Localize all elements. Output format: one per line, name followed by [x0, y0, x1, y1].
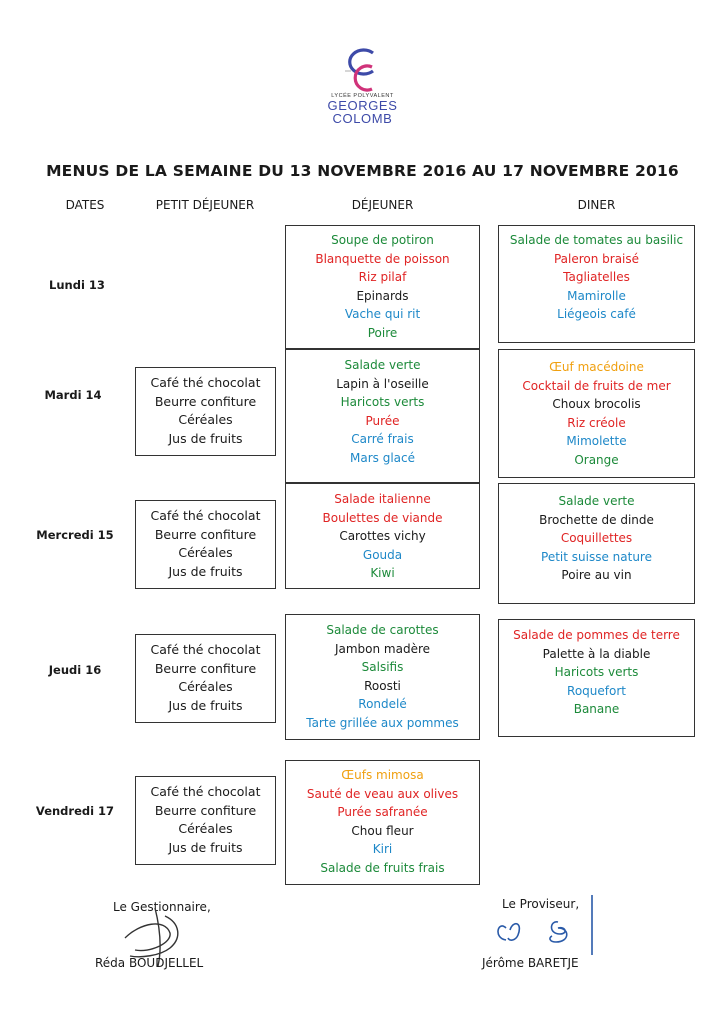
menu-item: Riz créole: [567, 415, 626, 430]
menu-item: Petit suisse nature: [541, 549, 652, 564]
breakfast-box: [135, 500, 276, 589]
menu-item: Mars glacé: [350, 450, 415, 465]
signature-right-scribble: [488, 890, 598, 960]
page-title: MENUS DE LA SEMAINE DU 13 NOVEMBRE 2016 AU 17 NOVEMBRE 2016: [46, 162, 679, 180]
menu-item: Carottes vichy: [339, 529, 426, 543]
breakfast-item: Jus de fruits: [168, 839, 243, 855]
breakfast-item: Café thé chocolat: [150, 642, 261, 657]
breakfast-item: Café thé chocolat: [150, 508, 261, 523]
menu-item: Gouda: [362, 547, 403, 562]
breakfast-box: [135, 776, 276, 865]
menu-item: Cocktail de fruits de mer: [522, 378, 671, 393]
menu-item: Salade de tomates au basilic: [509, 233, 684, 247]
school-logo-emblem: [343, 45, 383, 95]
menu-item: Salade de pommes de terre: [513, 628, 680, 642]
signature-left-name: Réda BOUDJELLEL: [95, 956, 204, 970]
dinner-box: [498, 349, 695, 478]
menu-item: Chou fleur: [351, 823, 414, 838]
day-label-vendredi: Vendredi 17: [35, 804, 115, 818]
menu-item: Epinards: [356, 288, 409, 303]
breakfast-item: Jus de fruits: [168, 430, 243, 446]
menu-item: Liégeois café: [557, 307, 636, 321]
menu-item: Roosti: [364, 678, 401, 693]
breakfast-item: Beurre confiture: [154, 660, 257, 676]
menu-item: Salade verte: [558, 494, 635, 508]
menu-item: Carré frais: [351, 432, 414, 446]
signature-right-name: Jérôme BARETJE: [482, 956, 579, 970]
menu-item: Purée: [365, 413, 400, 428]
menu-item: Soupe de potiron: [331, 233, 434, 247]
dinner-box: [498, 619, 695, 737]
menu-item: Haricots verts: [340, 395, 425, 409]
menu-item: Salsifis: [361, 660, 404, 674]
header-dates: DATES: [65, 198, 105, 212]
lunch-box: [285, 614, 480, 740]
menu-item: Lapin à l'oseille: [336, 376, 429, 391]
menu-item: Salade verte: [344, 358, 421, 372]
header-petit-dejeuner: PETIT DÉJEUNER: [155, 198, 255, 212]
menu-item: Salade de carottes: [326, 623, 439, 637]
menu-item: Coquillettes: [560, 531, 633, 545]
breakfast-item: Café thé chocolat: [150, 375, 261, 390]
breakfast-box: [135, 367, 276, 456]
menu-item: Sauté de veau aux olives: [306, 786, 459, 801]
breakfast-item: Jus de fruits: [168, 563, 243, 579]
menu-item: Purée safranée: [337, 805, 428, 819]
school-logo: [300, 45, 425, 145]
school-name-line2: COLOMB: [332, 111, 393, 126]
lunch-box: [285, 760, 480, 885]
breakfast-item: Céréales: [178, 412, 233, 427]
dinner-box: [498, 483, 695, 604]
menu-item: Œuf macédoine: [549, 360, 644, 374]
menu-item: Mamirolle: [567, 288, 626, 303]
menu-item: Brochette de dinde: [539, 512, 654, 527]
menu-item: Riz pilaf: [358, 270, 407, 284]
menu-item: Poire au vin: [561, 568, 632, 582]
menu-item: Salade italienne: [334, 492, 431, 506]
breakfast-item: Céréales: [178, 545, 233, 560]
menu-item: Mimolette: [566, 434, 627, 448]
dinner-box: [498, 225, 695, 343]
lunch-box: [285, 483, 480, 589]
day-label-jeudi: Jeudi 16: [48, 663, 102, 677]
breakfast-item: Céréales: [178, 821, 233, 836]
signature-left-title: Le Gestionnaire,: [113, 900, 211, 914]
school-subtitle: LYCÉE POLYVALENT: [331, 93, 394, 99]
menu-item: Kiwi: [370, 566, 395, 580]
day-label-mercredi: Mercredi 15: [36, 528, 114, 542]
menu-item: Rondelé: [358, 697, 407, 711]
day-label-lundi: Lundi 13: [49, 278, 105, 292]
menu-item: Palette à la diable: [542, 646, 651, 661]
breakfast-item: Céréales: [178, 679, 233, 694]
breakfast-item: Beurre confiture: [154, 526, 257, 542]
breakfast-item: Jus de fruits: [168, 697, 243, 713]
lunch-box: [285, 349, 480, 483]
menu-item: Poire: [367, 325, 398, 340]
breakfast-item: Café thé chocolat: [150, 784, 261, 799]
breakfast-item: Beurre confiture: [154, 393, 257, 409]
header-dejeuner: DÉJEUNER: [351, 198, 414, 212]
breakfast-box: [135, 634, 276, 723]
menu-item: Kiri: [372, 842, 393, 856]
menu-item: Tarte grillée aux pommes: [306, 715, 459, 730]
school-name-line1: GEORGES: [327, 98, 398, 113]
menu-item: Boulettes de viande: [322, 510, 443, 525]
lunch-box: [285, 225, 480, 349]
menu-item: Orange: [574, 452, 619, 467]
menu-item: Banane: [573, 702, 620, 716]
menu-item: Tagliatelles: [563, 270, 630, 284]
day-label-mardi: Mardi 14: [44, 388, 102, 402]
header-diner: DINER: [577, 198, 616, 212]
breakfast-item: Beurre confiture: [154, 802, 257, 818]
menu-item: Jambon madère: [334, 641, 431, 656]
menu-item: Haricots verts: [554, 665, 639, 679]
menu-item: Salade de fruits frais: [320, 860, 445, 875]
menu-item: Vache qui rit: [344, 307, 421, 321]
menu-item: Choux brocolis: [552, 397, 641, 411]
menu-item: Œufs mimosa: [341, 768, 424, 782]
menu-item: Paleron braisé: [553, 251, 640, 266]
menu-item: Blanquette de poisson: [315, 251, 450, 266]
menu-item: Roquefort: [567, 683, 626, 698]
signature-right-title: Le Proviseur,: [502, 897, 580, 911]
